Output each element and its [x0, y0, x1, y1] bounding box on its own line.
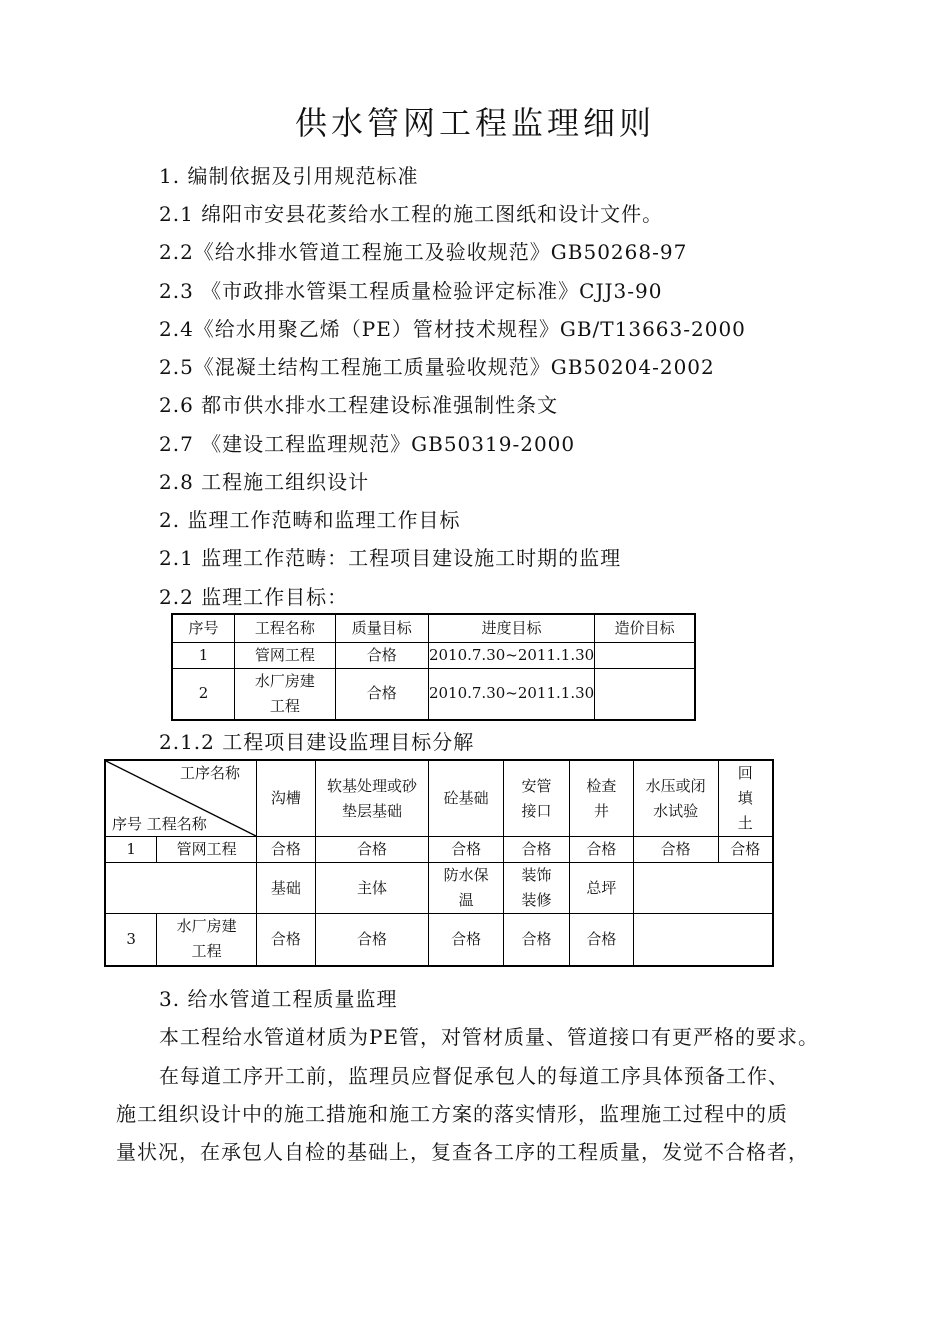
corner-top-label: 工序名称 [179, 764, 240, 782]
empty-cell [633, 914, 773, 966]
table-cell: 管网工程 [235, 642, 336, 668]
table-cell: 合格 [569, 914, 633, 966]
header-cell: 软基处理或砂垫层基础 [315, 760, 429, 837]
empty-cell [105, 863, 256, 914]
table-header-row [172, 614, 695, 642]
section-2-heading: 2. 监理工作范畴和监理工作目标 [159, 508, 461, 532]
table-cell: 合格 [335, 642, 428, 668]
header-cell: 沟槽 [256, 760, 315, 837]
table-cell: 合格 [429, 914, 504, 966]
diagonal-header-cell [105, 760, 256, 837]
table-cell: 水厂房建工程 [235, 668, 336, 720]
paragraph-line: 本工程给水管道材质为PE管，对管材质量、管道接口有更严格的要求。 [159, 1025, 820, 1049]
header-cell: 基础 [256, 863, 315, 914]
reference-2-8: 2.8 工程施工组织设计 [159, 470, 370, 494]
reference-2-6: 2.6 都市供水排水工程建设标准强制性条文 [159, 393, 559, 417]
table-cell: 合格 [569, 837, 633, 863]
paragraph-line: 在每道工序开工前，监理员应督促承包人的每道工序具体预备工作、 [159, 1064, 789, 1088]
table-cell: 合格 [504, 837, 570, 863]
table-cell: 合格 [504, 914, 570, 966]
table-cell: 合格 [315, 914, 429, 966]
table-cell [595, 668, 695, 720]
table-row [105, 914, 773, 966]
table-cell: 水厂房建工程 [157, 914, 257, 966]
goals-line: 2.2 监理工作目标： [159, 585, 349, 609]
section-1-heading: 1. 编制依据及引用规范标准 [159, 164, 419, 188]
goals-table [171, 613, 696, 721]
table-cell: 1 [172, 642, 235, 668]
table-cell [595, 642, 695, 668]
table-row [172, 668, 695, 720]
reference-2-2: 2.2《给水排水管道工程施工及验收规范》GB50268-97 [159, 240, 688, 264]
reference-2-1: 2.1 绵阳市安县花荄给水工程的施工图纸和设计文件。 [159, 202, 664, 226]
table-cell: 2010.7.30~2011.1.30 [428, 642, 594, 668]
empty-cell [633, 863, 773, 914]
table-cell: 合格 [335, 668, 428, 720]
header-cell: 检查井 [569, 760, 633, 837]
document-title: 供水管网工程监理细则 [294, 104, 655, 142]
table-cell: 1 [105, 837, 157, 863]
reference-2-3: 2.3 《市政排水管渠工程质量检验评定标准》CJJ3-90 [159, 279, 663, 303]
header-cell: 水压或闭水试验 [633, 760, 718, 837]
table-header-row [105, 760, 773, 837]
table-row [105, 837, 773, 863]
header-cell: 质量目标 [335, 614, 428, 642]
header-cell: 进度目标 [428, 614, 594, 642]
corner-bottom-label: 序号 工程名称 [112, 815, 207, 833]
header-cell: 总坪 [569, 863, 633, 914]
table-cell: 合格 [633, 837, 718, 863]
table-cell: 合格 [718, 837, 773, 863]
table-cell: 合格 [315, 837, 429, 863]
goal-breakdown-table [104, 759, 774, 967]
reference-2-4: 2.4《给水用聚乙烯（PE）管材技术规程》GB/T13663-2000 [159, 317, 746, 341]
table-subheader-row [105, 863, 773, 914]
header-cell: 主体 [315, 863, 429, 914]
table-cell: 3 [105, 914, 157, 966]
table-row [172, 642, 695, 668]
paragraph-line: 施工组织设计中的施工措施和施工方案的落实情形，监理施工过程中的质 [116, 1102, 788, 1126]
header-cell: 回填土 [718, 760, 773, 837]
header-cell: 序号 [172, 614, 235, 642]
subsection-heading: 2.1.2 工程项目建设监理目标分解 [159, 730, 475, 754]
table-cell: 2010.7.30~2011.1.30 [428, 668, 594, 720]
reference-2-5: 2.5《混凝土结构工程施工质量验收规范》GB50204-2002 [159, 355, 715, 379]
table-cell: 合格 [256, 914, 315, 966]
table-cell: 管网工程 [157, 837, 257, 863]
header-cell: 造价目标 [595, 614, 695, 642]
section-3-heading: 3. 给水管道工程质量监理 [159, 987, 398, 1011]
header-cell: 砼基础 [429, 760, 504, 837]
header-cell: 安管接口 [504, 760, 570, 837]
reference-2-7: 2.7 《建设工程监理规范》GB50319-2000 [159, 432, 576, 456]
table-cell: 合格 [256, 837, 315, 863]
paragraph-line: 量状况，在承包人自检的基础上，复查各工序的工程质量，发觉不合格者， [116, 1140, 809, 1164]
header-cell: 防水保温 [429, 863, 504, 914]
table-cell: 合格 [429, 837, 504, 863]
scope-line: 2.1 监理工作范畴：工程项目建设施工时期的监理 [159, 546, 622, 570]
header-cell: 装饰装修 [504, 863, 570, 914]
header-cell: 工程名称 [235, 614, 336, 642]
table-cell: 2 [172, 668, 235, 720]
